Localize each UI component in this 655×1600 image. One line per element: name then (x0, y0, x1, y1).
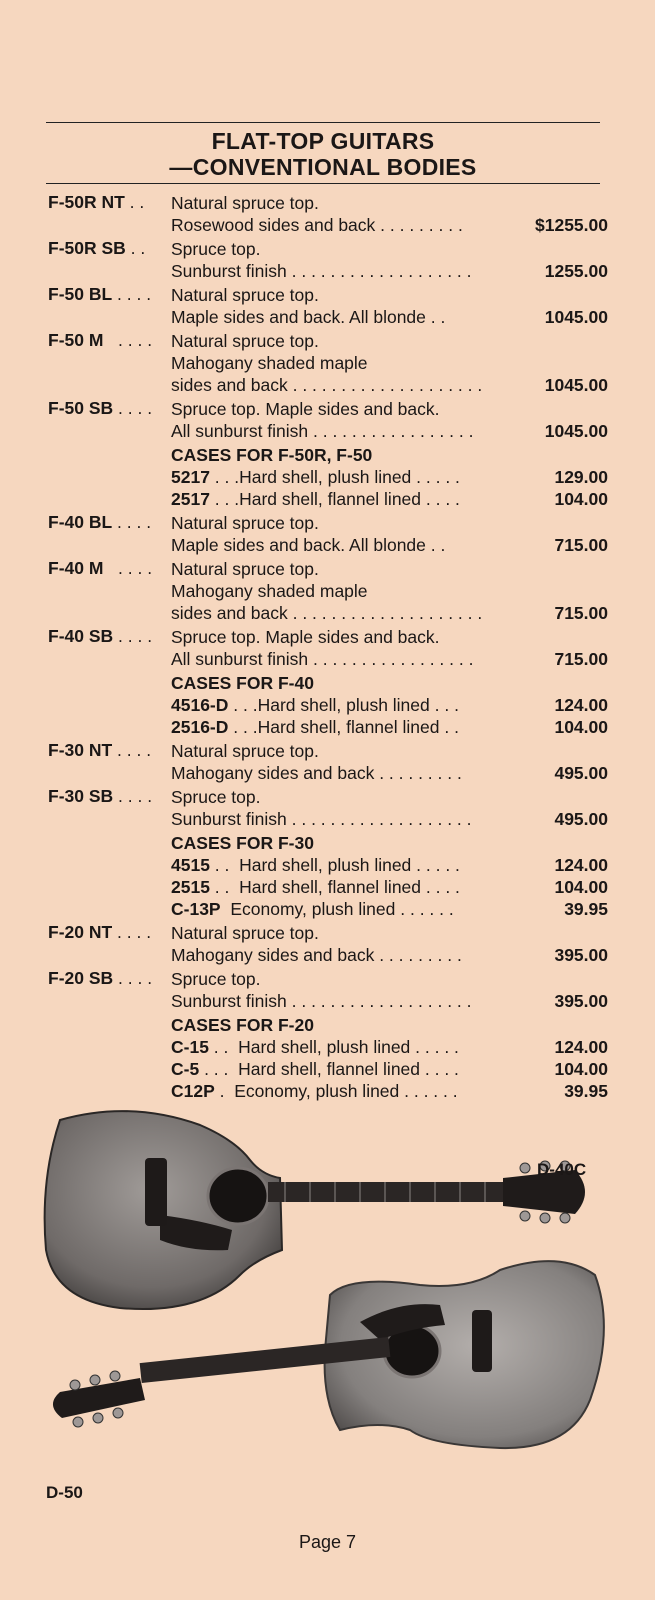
price: 1045.00 (544, 307, 608, 327)
description-line (171, 398, 608, 420)
case-description: . . Hard shell, plush lined . . . . . (208, 1037, 459, 1057)
description-line (171, 580, 608, 602)
case-number: 4516-D (171, 695, 229, 715)
model-code-leader: . . . . (113, 786, 153, 806)
description-line (171, 260, 608, 282)
cases-group (48, 832, 608, 922)
model-code (48, 512, 172, 533)
case-item (171, 898, 608, 920)
price: 715.00 (554, 649, 608, 669)
description-text: Sunburst finish . . . . . . . . . . . . . . . . . . . (171, 991, 472, 1011)
figure-label-d40c: D-40C (537, 1160, 587, 1179)
case-description: . . Hard shell, flannel lined . . . . (209, 877, 460, 897)
description-line (171, 968, 608, 990)
price: 129.00 (554, 467, 608, 487)
case-number: 5217 (171, 467, 210, 487)
model-entry (48, 558, 608, 626)
price: 1045.00 (544, 375, 608, 395)
model-code-text: F-50R NT (48, 192, 125, 212)
price: 495.00 (554, 763, 608, 783)
price: 124.00 (554, 695, 608, 715)
price: 715.00 (554, 535, 608, 555)
price: 124.00 (554, 855, 608, 875)
price: 395.00 (554, 945, 608, 965)
description-line (171, 512, 608, 534)
figure-label-d50: D-50 (46, 1483, 83, 1502)
description-text: All sunburst finish . . . . . . . . . . . . . . . . . (171, 421, 474, 441)
model-code-text: F-40 M (48, 558, 104, 578)
model-entry (48, 330, 608, 398)
title-line-2: —CONVENTIONAL BODIES (169, 154, 477, 180)
model-code (48, 626, 172, 647)
price-list (48, 192, 608, 1104)
description-text: Mahogany sides and back . . . . . . . . . (171, 763, 462, 783)
model-entry (48, 740, 608, 786)
price: 104.00 (554, 1059, 608, 1079)
price: 39.95 (564, 1081, 608, 1101)
case-number: C-5 (171, 1059, 200, 1079)
description-line (171, 306, 608, 328)
description-text: Spruce top. Maple sides and back. (171, 399, 440, 419)
cases-group (48, 672, 608, 740)
model-code-text: F-40 BL (48, 512, 113, 532)
model-code (48, 968, 172, 989)
price: 715.00 (554, 603, 608, 623)
model-code (48, 558, 172, 579)
top-rule (46, 122, 600, 123)
model-code-leader: . . . . (112, 512, 152, 532)
description-line (171, 214, 608, 236)
model-code-text: F-20 SB (48, 968, 114, 988)
model-code-leader: . . . . (112, 922, 152, 942)
description-line (171, 534, 608, 556)
case-description: . . .Hard shell, flannel lined . . . . (209, 489, 460, 509)
case-item (171, 854, 608, 876)
description-line (171, 602, 608, 624)
model-code-text: F-30 SB (48, 786, 114, 806)
case-number: 2517 (171, 489, 210, 509)
price: $1255.00 (535, 215, 608, 235)
cases-heading: CASES FOR F-30 (171, 833, 314, 853)
cases-group (48, 444, 608, 512)
model-code (48, 330, 172, 351)
description-text: Sunburst finish . . . . . . . . . . . . . . . . . . . (171, 261, 472, 281)
description-text: Mahogany sides and back . . . . . . . . . (171, 945, 462, 965)
description-text: sides and back . . . . . . . . . . . . . . . . . . . . (171, 603, 483, 623)
description-line (171, 648, 608, 670)
model-code-leader: . . . . (112, 740, 152, 760)
price: 1255.00 (544, 261, 608, 281)
case-number: C-15 (171, 1037, 209, 1057)
guitar-illustrations (0, 1100, 655, 1480)
case-description: . . .Hard shell, plush lined . . . . . (209, 467, 460, 487)
model-entry (48, 512, 608, 558)
model-code (48, 740, 172, 761)
description-line (171, 558, 608, 580)
model-code (48, 238, 172, 259)
description-line (171, 808, 608, 830)
title-line-1: FLAT-TOP GUITARS (211, 128, 435, 154)
model-code-leader: . . (124, 192, 145, 212)
cases-group (48, 1014, 608, 1104)
section-title (46, 128, 600, 180)
case-description: Economy, plush lined . . . . . . (220, 899, 454, 919)
description-text: Natural spruce top. (171, 741, 319, 761)
page-number: Page 7 (298, 1532, 357, 1552)
model-code-leader: . . . . (113, 968, 153, 988)
model-code-leader: . . . . (103, 558, 153, 578)
title-underline (46, 183, 600, 184)
model-code (48, 786, 172, 807)
case-number: 4515 (171, 855, 210, 875)
description-line (171, 284, 608, 306)
model-code (48, 922, 172, 943)
model-code-leader: . . . . (103, 330, 153, 350)
description-line (171, 420, 608, 442)
description-text: Mahogany shaded maple (171, 353, 368, 373)
case-description: . Economy, plush lined . . . . . . (214, 1081, 458, 1101)
description-text: Sunburst finish . . . . . . . . . . . . . . . . . . . (171, 809, 472, 829)
model-entry (48, 398, 608, 444)
description-text: Mahogany shaded maple (171, 581, 368, 601)
model-entry (48, 968, 608, 1014)
description-text: Natural spruce top. (171, 285, 319, 305)
model-entry (48, 284, 608, 330)
description-text: Natural spruce top. (171, 559, 319, 579)
price: 104.00 (554, 489, 608, 509)
case-item (171, 1080, 608, 1102)
case-description: . . Hard shell, plush lined . . . . . (209, 855, 460, 875)
case-item (171, 1058, 608, 1080)
description-line (171, 626, 608, 648)
model-entry (48, 626, 608, 672)
model-code-text: F-30 NT (48, 740, 113, 760)
description-text: Spruce top. (171, 969, 261, 989)
description-line (171, 762, 608, 784)
price: 1045.00 (544, 421, 608, 441)
description-text: Natural spruce top. (171, 193, 319, 213)
model-code-leader: . . . . (113, 626, 153, 646)
description-text: Maple sides and back. All blonde . . (171, 307, 446, 327)
case-number: 2515 (171, 877, 210, 897)
description-line (171, 922, 608, 944)
description-text: All sunburst finish . . . . . . . . . . . . . . . . . (171, 649, 474, 669)
description-line (171, 238, 608, 260)
description-line (171, 740, 608, 762)
case-item (171, 466, 608, 488)
price: 104.00 (554, 717, 608, 737)
model-entry (48, 192, 608, 238)
model-code-leader: . . (125, 238, 146, 258)
case-description: . . .Hard shell, plush lined . . . (228, 695, 459, 715)
model-code (48, 192, 172, 213)
description-text: Maple sides and back. All blonde . . (171, 535, 446, 555)
description-line (171, 192, 608, 214)
price: 104.00 (554, 877, 608, 897)
description-line (171, 990, 608, 1012)
description-line (171, 330, 608, 352)
cases-heading: CASES FOR F-50R, F-50 (171, 445, 373, 465)
case-description: . . .Hard shell, flannel lined . . (228, 717, 459, 737)
model-code-text: F-50 BL (48, 284, 113, 304)
description-text: sides and back . . . . . . . . . . . . . . . . . . . . (171, 375, 483, 395)
model-code (48, 398, 172, 419)
description-line (171, 352, 608, 374)
description-text: Spruce top. (171, 787, 261, 807)
description-text: Spruce top. Maple sides and back. (171, 627, 440, 647)
case-item (171, 1036, 608, 1058)
case-description: . . . Hard shell, flannel lined . . . . (199, 1059, 459, 1079)
model-code-text: F-50R SB (48, 238, 126, 258)
price: 124.00 (554, 1037, 608, 1057)
case-number: C-13P (171, 899, 221, 919)
price: 495.00 (554, 809, 608, 829)
description-text: Natural spruce top. (171, 331, 319, 351)
model-code-text: F-40 SB (48, 626, 114, 646)
model-code-text: F-50 SB (48, 398, 114, 418)
price: 39.95 (564, 899, 608, 919)
case-item (171, 876, 608, 898)
case-number: C12P (171, 1081, 215, 1101)
case-item (171, 716, 608, 738)
case-number: 2516-D (171, 717, 229, 737)
description-text: Natural spruce top. (171, 513, 319, 533)
case-item (171, 488, 608, 510)
description-text: Rosewood sides and back . . . . . . . . . (171, 215, 463, 235)
description-line (171, 374, 608, 396)
description-line (171, 786, 608, 808)
case-item (171, 694, 608, 716)
model-entry (48, 238, 608, 284)
model-code-leader: . . . . (112, 284, 152, 304)
model-entry (48, 922, 608, 968)
model-entry (48, 786, 608, 832)
model-code-text: F-20 NT (48, 922, 113, 942)
description-text: Natural spruce top. (171, 923, 319, 943)
cases-heading: CASES FOR F-20 (171, 1015, 314, 1035)
model-code (48, 284, 172, 305)
model-code-text: F-50 M (48, 330, 104, 350)
description-text: Spruce top. (171, 239, 261, 259)
model-code-leader: . . . . (113, 398, 153, 418)
price: 395.00 (554, 991, 608, 1011)
cases-heading: CASES FOR F-40 (171, 673, 314, 693)
description-line (171, 944, 608, 966)
